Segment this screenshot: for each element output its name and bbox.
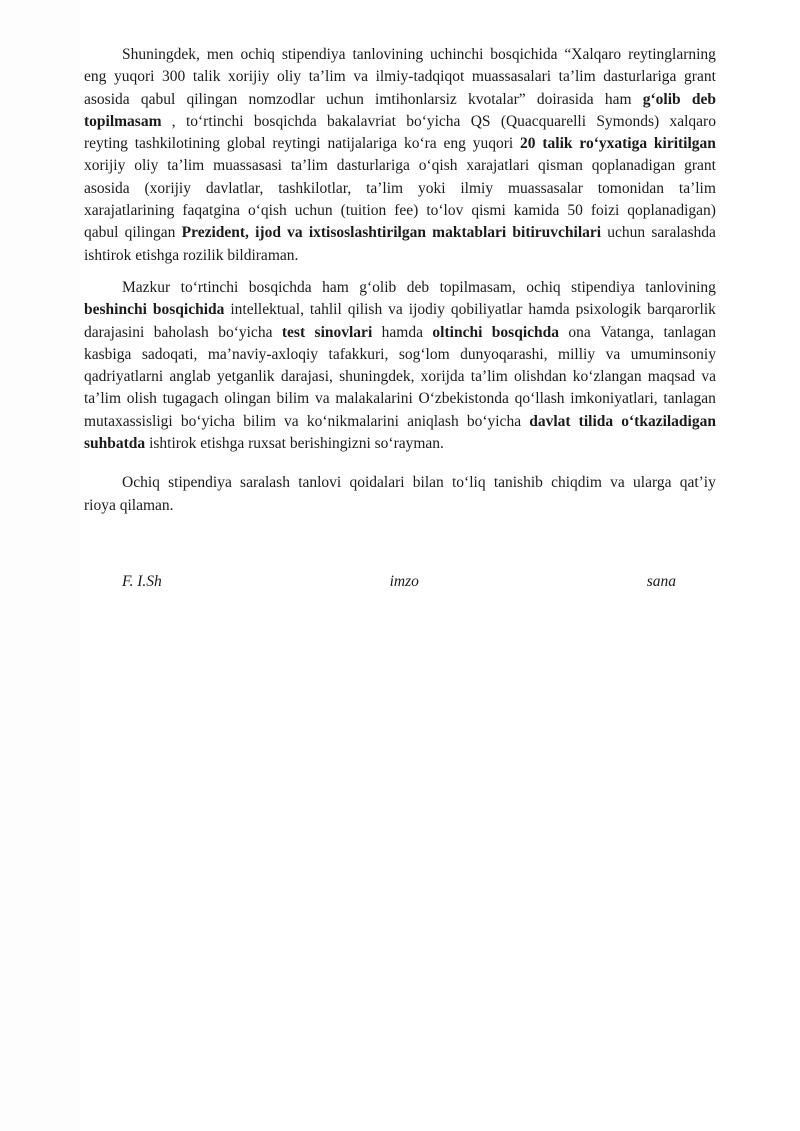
text-line: rioya qilaman. — [84, 496, 174, 514]
text-line: xarajatlarining faqatgina o‘qish uchun (tuition fee) to‘lov qismi kamida 50 foizi qoplanadigan) — [84, 202, 716, 220]
paragraph — [84, 277, 716, 455]
signature-sana-label: sana — [646, 572, 676, 590]
text-line: qadriyatlarni anglab yetganlik darajasi, shuningdek, xorijda ta’lim olishdan ko‘zlangan maqsad va — [84, 368, 716, 386]
signature-name-label: F. I.Sh — [122, 572, 162, 590]
text-line: Ochiq stipendiya saralash tanlovi qoidalari bilan to‘liq tanishib chiqdim va ularga qat’iy — [122, 474, 716, 492]
signature-imzo-label: imzo — [389, 572, 419, 590]
text-line: beshinchi bosqichida intellektual, tahlil qilish va ijodiy qobiliyatlar hamda psixologik barqarorlik — [84, 301, 716, 319]
text-line: asosida qabul qilingan nomzodlar uchun imtihonlarsiz kvotalar” doirasida ham g‘olib deb — [84, 90, 716, 108]
paragraph — [84, 44, 716, 267]
text-line: Mazkur to‘rtinchi bosqichda ham g‘olib deb topilmasam, ochiq stipendiya tanlovining — [122, 278, 716, 296]
text-line: reyting tashkilotining global reytingi natijalariga ko‘ra eng yuqori 20 talik ro‘yxatiga kiritilgan — [84, 135, 716, 153]
text-line: Shuningdek, men ochiq stipendiya tanlovining uchinchi bosqichida “Xalqaro reytinglarning — [122, 46, 716, 63]
text-line: asosida (xorijiy davlatlar, tashkilotlar, ta’lim yoki ilmiy muassasalar tomonidan ta’lim — [84, 179, 716, 197]
text-line: eng yuqori 300 talik xorijiy oliy ta’lim va ilmiy-tadqiqot muassasalari ta’lim dasturlariga grant — [84, 68, 716, 86]
text-line: darajasini baholash bo‘yicha test sinovlari hamda oltinchi bosqichda ona Vatanga, tanlagan — [84, 323, 716, 341]
text-line: kasbiga sadoqati, ma’naviy-axloqiy tafakkuri, sog‘lom dunyoqarashi, milliy va umuminsoniy — [84, 345, 716, 363]
document-page — [84, 44, 716, 593]
text-line: qabul qilingan Prezident, ijod va ixtisoslashtirilgan maktablari bitiruvchilari uchun saralashda — [84, 224, 716, 242]
text-line: mutaxassisligi bo‘yicha bilim va ko‘nikmalarini aniqlash bo‘yicha davlat tilida o‘tkaziladigan — [84, 412, 716, 430]
scan-edge-strip — [0, 0, 80, 1131]
text-line: topilmasam , to‘rtinchi bosqichda bakalavriat bo‘yicha QS (Quacquarelli Symonds) xalqaro — [84, 112, 716, 130]
text-line: xorijiy oliy ta’lim muassasasi ta’lim dasturlariga o‘qish xarajatlari qisman qoplanadigan grant — [84, 157, 716, 175]
text-line: ta’lim olish tugagach olingan bilim va malakalarini O‘zbekistonda qo‘llash imkoniyatlari, tanlagan — [84, 390, 716, 408]
text-line: suhbatda ishtirok etishga ruxsat berishingizni so‘rayman. — [84, 435, 444, 453]
paragraph — [84, 472, 716, 517]
text-line: ishtirok etishga rozilik bildiraman. — [84, 246, 299, 264]
signature-row — [84, 571, 716, 593]
document-body — [84, 44, 716, 517]
